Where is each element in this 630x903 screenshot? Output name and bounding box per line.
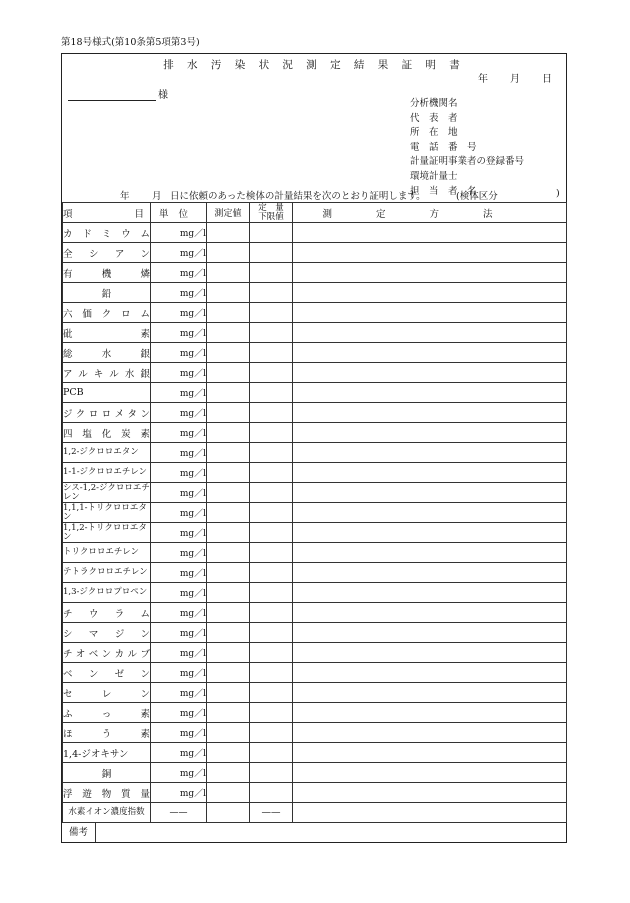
item-unit: mg／l	[151, 403, 207, 423]
item-name: 浮遊物質量	[63, 783, 151, 803]
item-name: シマジン	[63, 623, 151, 643]
value-cell[interactable]	[207, 563, 250, 583]
date-year: 年	[478, 74, 488, 85]
item-name: 1,1,2-トリクロロエタン	[63, 523, 151, 543]
table-row	[63, 723, 567, 743]
method-cell[interactable]	[293, 683, 567, 703]
issuer-field: 代 表 者	[410, 112, 458, 124]
sample-category: (検体区分	[456, 191, 498, 202]
method-cell[interactable]	[293, 763, 567, 783]
limit-cell: ——	[250, 803, 293, 823]
limit-cell[interactable]	[250, 623, 293, 643]
item-name: ジクロロメタン	[63, 403, 151, 423]
form-header	[62, 54, 566, 202]
issuer-fields	[410, 97, 560, 199]
limit-cell[interactable]	[250, 423, 293, 443]
method-cell[interactable]	[293, 563, 567, 583]
item-unit: mg／l	[151, 683, 207, 703]
item-unit: mg／l	[151, 363, 207, 383]
value-cell[interactable]	[207, 403, 250, 423]
limit-cell[interactable]	[250, 443, 293, 463]
table-header-row	[63, 203, 567, 223]
value-cell[interactable]	[207, 803, 250, 823]
value-cell[interactable]	[207, 723, 250, 743]
item-unit: mg／l	[151, 763, 207, 783]
item-unit: ——	[151, 803, 207, 823]
issuer-field: 環境計量士	[410, 170, 458, 182]
value-cell[interactable]	[207, 663, 250, 683]
limit-cell[interactable]	[250, 223, 293, 243]
remarks-row	[62, 822, 566, 842]
addressee	[68, 86, 168, 101]
method-cell[interactable]	[293, 583, 567, 603]
issuer-field: 計量証明事業者の登録番号	[410, 156, 525, 168]
value-cell[interactable]	[207, 483, 250, 503]
header-limit	[250, 203, 293, 223]
item-name: セレン	[63, 683, 151, 703]
item-name: テトラクロロエチレン	[63, 563, 151, 583]
method-cell[interactable]	[293, 283, 567, 303]
form-number: 第18号様式(第10条第5項第3号)	[61, 37, 200, 48]
limit-cell[interactable]	[250, 483, 293, 503]
value-cell[interactable]	[207, 263, 250, 283]
method-cell[interactable]	[293, 403, 567, 423]
item-name: アルキル水銀	[63, 363, 151, 383]
method-cell[interactable]	[293, 363, 567, 383]
method-cell[interactable]	[293, 463, 567, 483]
table-row	[63, 343, 567, 363]
value-cell[interactable]	[207, 423, 250, 443]
method-cell[interactable]	[293, 223, 567, 243]
value-cell[interactable]	[207, 683, 250, 703]
item-name: 砒素	[63, 323, 151, 343]
method-cell[interactable]	[293, 243, 567, 263]
table-row	[63, 623, 567, 643]
value-cell[interactable]	[207, 643, 250, 663]
limit-cell[interactable]	[250, 523, 293, 543]
method-cell[interactable]	[293, 663, 567, 683]
item-unit: mg／l	[151, 623, 207, 643]
table-row	[63, 663, 567, 683]
table-row	[63, 483, 567, 503]
table-row	[63, 243, 567, 263]
item-unit: mg／l	[151, 523, 207, 543]
method-cell[interactable]	[293, 643, 567, 663]
table-row	[63, 543, 567, 563]
item-unit: mg／l	[151, 283, 207, 303]
limit-cell[interactable]	[250, 323, 293, 343]
issuer-field: 担 当 者 名	[410, 185, 477, 197]
item-unit: mg／l	[151, 423, 207, 443]
limit-cell[interactable]	[250, 603, 293, 623]
item-name: 1,3-ジクロロプロペン	[63, 583, 151, 603]
issuer-field: 分析機関名	[410, 98, 458, 109]
table-row	[63, 743, 567, 763]
table-row	[63, 403, 567, 423]
issue-date	[478, 70, 552, 85]
table-row	[63, 763, 567, 783]
item-name: 鉛	[63, 283, 151, 303]
value-cell[interactable]	[207, 463, 250, 483]
limit-cell[interactable]	[250, 663, 293, 683]
method-cell[interactable]	[293, 383, 567, 403]
header-limit-top: 定 量	[258, 202, 284, 213]
limit-cell[interactable]	[250, 643, 293, 663]
limit-cell[interactable]	[250, 783, 293, 803]
table-row	[63, 463, 567, 483]
item-name: 四塩化炭素	[63, 423, 151, 443]
value-cell[interactable]	[207, 623, 250, 643]
value-cell[interactable]	[207, 303, 250, 323]
limit-cell[interactable]	[250, 243, 293, 263]
table-row	[63, 303, 567, 323]
header-item	[63, 203, 151, 223]
header-value: 測定値	[207, 203, 250, 223]
limit-cell[interactable]	[250, 283, 293, 303]
value-cell[interactable]	[207, 763, 250, 783]
item-name: カドミウム	[63, 223, 151, 243]
value-cell[interactable]	[207, 363, 250, 383]
limit-cell[interactable]	[250, 383, 293, 403]
value-cell[interactable]	[207, 743, 250, 763]
limit-cell[interactable]	[250, 703, 293, 723]
item-name: ほう素	[63, 723, 151, 743]
limit-cell[interactable]	[250, 463, 293, 483]
method-cell[interactable]	[293, 723, 567, 743]
method-cell[interactable]	[293, 263, 567, 283]
item-unit: mg／l	[151, 643, 207, 663]
certificate-form	[61, 53, 567, 843]
method-cell[interactable]	[293, 803, 567, 823]
limit-cell[interactable]	[250, 563, 293, 583]
method-cell[interactable]	[293, 543, 567, 563]
method-cell[interactable]	[293, 303, 567, 323]
form-title: 排 水 汚 染 状 況 測 定 結 果 証 明 書	[163, 59, 465, 71]
item-name: ベンゼン	[63, 663, 151, 683]
item-name: 1,4-ジオキサン	[63, 743, 151, 763]
value-cell[interactable]	[207, 243, 250, 263]
method-cell[interactable]	[293, 623, 567, 643]
item-name: 1-1-ジクロロエチレン	[63, 463, 151, 483]
method-cell[interactable]	[293, 703, 567, 723]
item-unit: mg／l	[151, 303, 207, 323]
limit-cell[interactable]	[250, 683, 293, 703]
limit-cell[interactable]	[250, 403, 293, 423]
value-cell[interactable]	[207, 503, 250, 523]
item-unit: mg／l	[151, 723, 207, 743]
item-name: チウラム	[63, 603, 151, 623]
limit-cell[interactable]	[250, 583, 293, 603]
value-cell[interactable]	[207, 543, 250, 563]
table-row	[63, 363, 567, 383]
header-method: 測定方法	[293, 203, 567, 223]
header-limit-bottom: 下限値	[258, 211, 284, 222]
item-unit: mg／l	[151, 663, 207, 683]
item-name: シス-1,2-ジクロロエチレン	[63, 482, 150, 502]
table-row	[63, 443, 567, 463]
limit-cell[interactable]	[250, 743, 293, 763]
item-unit: mg／l	[151, 583, 207, 603]
value-cell[interactable]	[207, 383, 250, 403]
header-item-left: 項	[63, 208, 73, 220]
item-unit: mg／l	[151, 323, 207, 343]
limit-cell[interactable]	[250, 763, 293, 783]
issuer-field: 電 話 番 号	[410, 141, 477, 153]
table-row	[63, 283, 567, 303]
value-cell[interactable]	[207, 703, 250, 723]
table-row	[63, 603, 567, 623]
item-unit: mg／l	[151, 263, 207, 283]
results-table	[62, 202, 567, 823]
remarks-label: 備考	[62, 823, 96, 842]
item-name: ふっ素	[63, 703, 151, 723]
table-row	[63, 583, 567, 603]
value-cell[interactable]	[207, 323, 250, 343]
item-unit: mg／l	[151, 563, 207, 583]
table-row	[63, 783, 567, 803]
table-row	[63, 803, 567, 823]
cert-text: 日に依頼のあった検体の計量結果を次のとおり証明します。	[170, 191, 426, 202]
cert-year: 年	[120, 191, 130, 202]
issuer-field: 所 在 地	[410, 127, 458, 139]
cert-month: 月	[152, 191, 162, 202]
header-unit: 単位	[151, 203, 207, 223]
item-unit: mg／l	[151, 603, 207, 623]
limit-cell[interactable]	[250, 503, 293, 523]
method-cell[interactable]	[293, 323, 567, 343]
table-row	[63, 563, 567, 583]
method-cell[interactable]	[293, 603, 567, 623]
sample-category-close: )	[556, 188, 560, 199]
method-cell[interactable]	[293, 503, 567, 523]
method-cell[interactable]	[293, 483, 567, 503]
item-unit: mg／l	[151, 483, 207, 503]
item-unit: mg／l	[151, 543, 207, 563]
item-name: 水素イオン濃度指数	[63, 803, 151, 823]
item-name: 全シアン	[63, 243, 151, 263]
table-row	[63, 643, 567, 663]
method-cell[interactable]	[293, 523, 567, 543]
item-unit: mg／l	[151, 783, 207, 803]
item-name: 1,2-ジクロロエタン	[63, 443, 151, 463]
value-cell[interactable]	[207, 283, 250, 303]
header-item-right: 目	[134, 208, 144, 220]
table-row	[63, 423, 567, 443]
value-cell[interactable]	[207, 603, 250, 623]
limit-cell[interactable]	[250, 303, 293, 323]
value-cell[interactable]	[207, 523, 250, 543]
method-cell[interactable]	[293, 443, 567, 463]
table-row	[63, 703, 567, 723]
item-name: 1,1,1-トリクロロエタン	[63, 503, 151, 523]
value-cell[interactable]	[207, 583, 250, 603]
item-unit: mg／l	[151, 743, 207, 763]
item-unit: mg／l	[151, 243, 207, 263]
item-name: 銅	[63, 763, 151, 783]
date-day: 日	[542, 74, 552, 85]
method-cell[interactable]	[293, 743, 567, 763]
limit-cell[interactable]	[250, 723, 293, 743]
table-row	[63, 523, 567, 543]
value-cell[interactable]	[207, 223, 250, 243]
method-cell[interactable]	[293, 783, 567, 803]
item-name: トリクロロエチレン	[63, 543, 151, 563]
addressee-suffix: 様	[158, 90, 168, 101]
addressee-blank	[68, 100, 156, 101]
value-cell[interactable]	[207, 783, 250, 803]
table-row	[63, 223, 567, 243]
table-row	[63, 323, 567, 343]
item-unit: mg／l	[151, 463, 207, 483]
value-cell[interactable]	[207, 343, 250, 363]
item-name: チオベンカルブ	[63, 643, 151, 663]
value-cell[interactable]	[207, 443, 250, 463]
limit-cell[interactable]	[250, 343, 293, 363]
item-unit: mg／l	[151, 703, 207, 723]
item-name: 総水銀	[63, 343, 151, 363]
date-month: 月	[510, 74, 520, 85]
item-name: 六価クロム	[63, 303, 151, 323]
item-name: 有機燐	[63, 263, 151, 283]
limit-cell[interactable]	[250, 543, 293, 563]
item-unit: mg／l	[151, 383, 207, 403]
item-unit: mg／l	[151, 223, 207, 243]
method-cell[interactable]	[293, 423, 567, 443]
item-unit: mg／l	[151, 343, 207, 363]
table-row	[63, 383, 567, 403]
item-unit: mg／l	[151, 443, 207, 463]
item-unit: mg／l	[151, 503, 207, 523]
table-row	[63, 263, 567, 283]
limit-cell[interactable]	[250, 263, 293, 283]
method-cell[interactable]	[293, 343, 567, 363]
table-row	[63, 503, 567, 523]
table-row	[63, 683, 567, 703]
limit-cell[interactable]	[250, 363, 293, 383]
item-name: PCB	[63, 383, 151, 403]
